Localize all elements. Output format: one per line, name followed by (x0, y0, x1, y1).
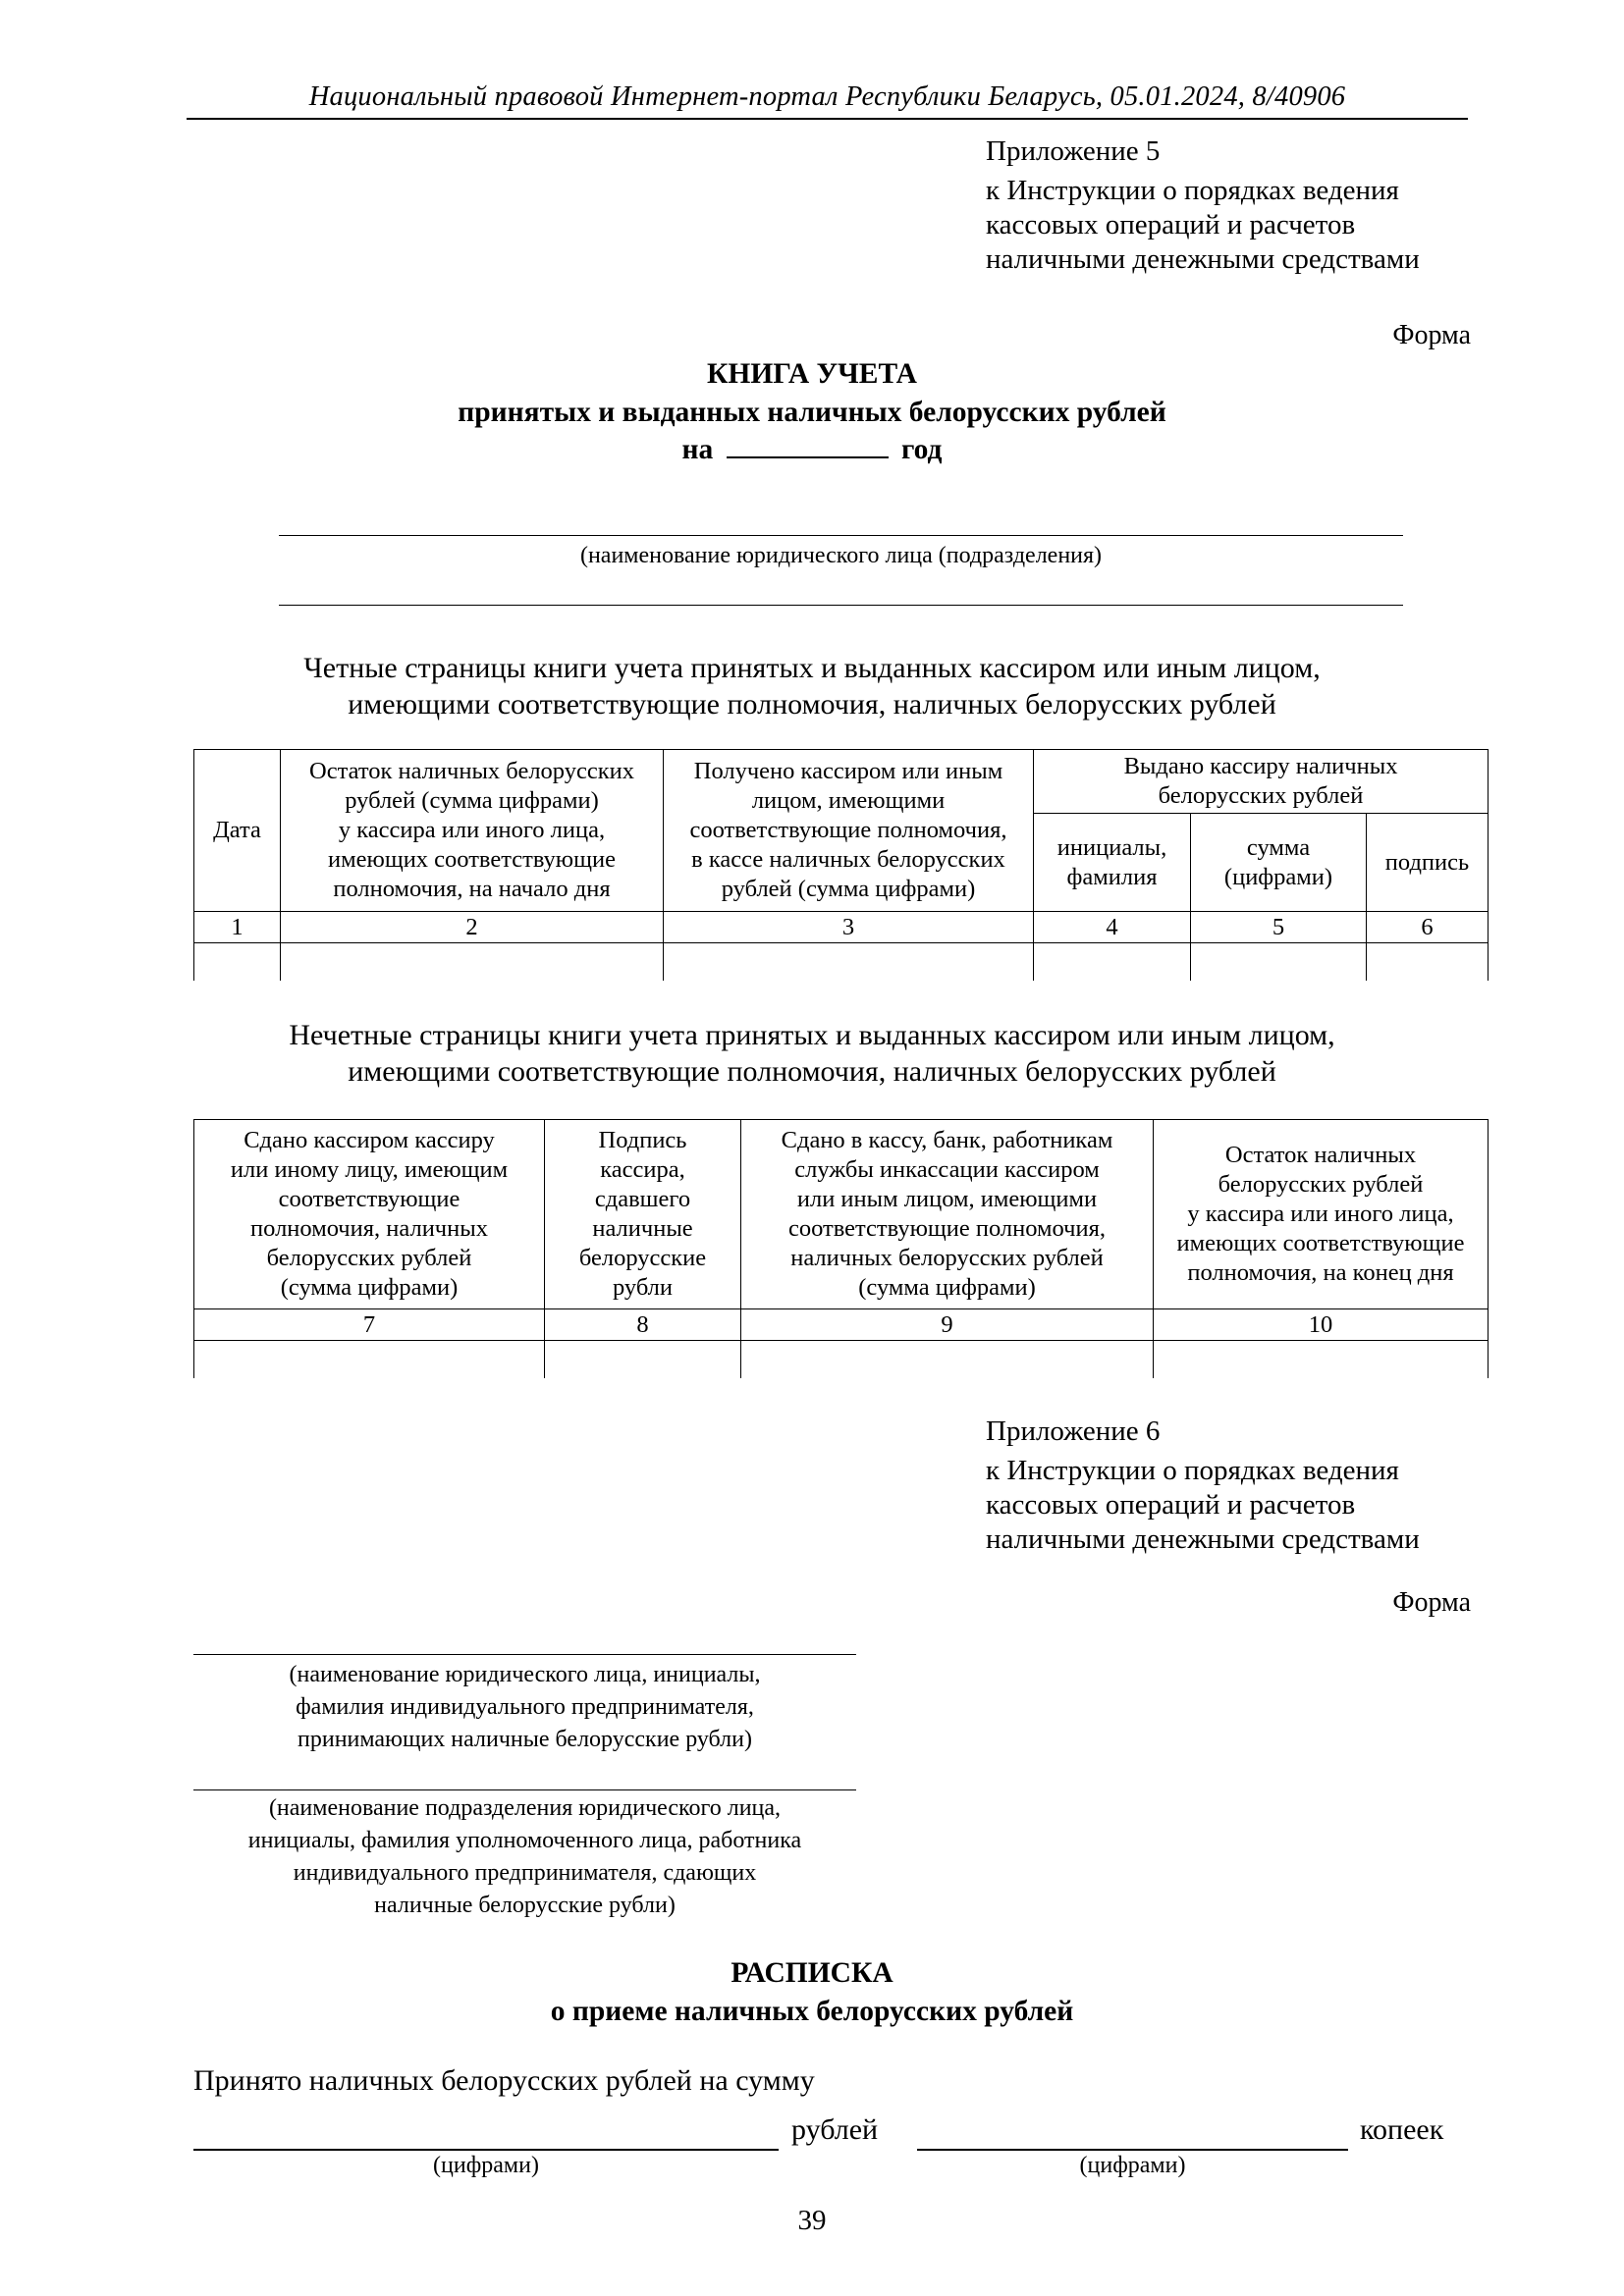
form-label: Форма (1392, 320, 1471, 350)
entity-name-line[interactable] (279, 535, 1403, 536)
sender-caption: (наименование подразделения юридического лица, инициалы, фамилия уполномоченного лица, работника индивидуального предпринимателя, сдающих наличные белорусские рубли) (247, 1795, 802, 1918)
appendix-5-line: Приложение 5 (986, 135, 1161, 167)
column-number: 10 (1154, 1309, 1489, 1341)
column-number: 8 (545, 1309, 741, 1341)
book-year-line (0, 431, 1624, 468)
header-received: Получено кассиром или иным лицом, имеющими соответствующие полномочия, в кассе наличных белорусских рублей (сумма цифрами) (664, 750, 1034, 912)
header-handed-to-bank: Сдано в кассу, банк, работникам службы инкассации кассиром или иным лицом, имеющими соответствующие полномочия, наличных белорусских рублей (сумма цифрами) (741, 1120, 1154, 1309)
entry-cell[interactable] (194, 1341, 545, 1379)
entry-cell[interactable] (664, 943, 1034, 982)
odd-pages-title: Нечетные страницы книги учета принятых и выданных кассиром или иным лицом, (289, 1019, 1335, 1051)
book-title: КНИГА УЧЕТА (706, 358, 917, 390)
even-pages-title: Четные страницы книги учета принятых и выданных кассиром или иным лицом, (303, 652, 1321, 684)
header-date: Дата (194, 750, 281, 912)
appendix-5-line: к Инструкции о порядках ведения (986, 175, 1399, 206)
header-closing-balance: Остаток наличных белорусских рублей у кассира или иного лица, имеющих соответствующие полномочия, на конец дня (1154, 1120, 1489, 1309)
subheader-signature: подпись (1367, 814, 1489, 912)
column-number: 6 (1367, 912, 1489, 943)
column-number: 9 (741, 1309, 1154, 1341)
appendix-6-line: к Инструкции о порядках ведения (986, 1455, 1399, 1486)
appendix-5-line: кассовых операций и расчетов (986, 209, 1356, 240)
subheader-sum: сумма (цифрами) (1191, 814, 1367, 912)
form-label-2: Форма (1392, 1587, 1471, 1618)
entry-cell[interactable] (741, 1341, 1154, 1379)
entry-cell[interactable] (194, 943, 281, 982)
column-number: 4 (1034, 912, 1191, 943)
column-number: 2 (281, 912, 664, 943)
entity-name-line-2[interactable] (279, 605, 1403, 606)
entry-cell[interactable] (1154, 1341, 1489, 1379)
appendix-6-line: кассовых операций и расчетов (986, 1489, 1356, 1521)
entry-cell[interactable] (545, 1341, 741, 1379)
kopecks-label: копеек (1360, 2113, 1444, 2146)
accepted-amount-text: Принято наличных белорусских рублей на сумму (193, 2064, 815, 2097)
odd-pages-table (193, 1119, 1489, 1378)
header-issued: Выдано кассиру наличных белорусских рублей (1034, 750, 1489, 814)
appendix-5-reference (986, 134, 1420, 277)
column-number: 3 (664, 912, 1034, 943)
even-pages-table (193, 749, 1489, 981)
sender-name-line[interactable] (193, 1789, 856, 1790)
header-cashier-signature: Подпись кассира, сдавшего наличные белорусские рубли (545, 1120, 741, 1309)
page-number: 39 (797, 2205, 827, 2236)
entity-name-caption: (наименование юридического лица (подразделения) (579, 543, 1103, 568)
year-suffix: год (901, 434, 943, 465)
column-number: 7 (194, 1309, 545, 1341)
book-subtitle: принятых и выданных наличных белорусских рублей (458, 397, 1166, 428)
even-pages-title-2: имеющими соответствующие полномочия, наличных белорусских рублей (348, 688, 1276, 721)
column-number: 1 (194, 912, 281, 943)
entry-cell[interactable] (1191, 943, 1367, 982)
appendix-6-reference (986, 1415, 1420, 1557)
odd-pages-title-2: имеющими соответствующие полномочия, наличных белорусских рублей (348, 1055, 1276, 1088)
receipt-subtitle: о приеме наличных белорусских рублей (550, 1996, 1074, 2027)
receiver-name-line[interactable] (193, 1654, 856, 1655)
rubles-digits-caption: (цифрами) (433, 2153, 539, 2178)
rubles-label: рублей (791, 2113, 879, 2146)
header-opening-balance: Остаток наличных белорусских рублей (сумма цифрами) у кассира или иного лица, имеющих соответствующие полномочия, на начало дня (281, 750, 664, 912)
kopecks-amount-field[interactable] (917, 2149, 1348, 2151)
subheader-initials: инициалы, фамилия (1034, 814, 1191, 912)
receiver-caption: (наименование юридического лица, инициалы, фамилия индивидуального предпринимателя, принимающих наличные белорусские рубли) (289, 1662, 761, 1752)
column-number: 5 (1191, 912, 1367, 943)
appendix-5-line: наличными денежными средствами (986, 243, 1420, 275)
entry-cell[interactable] (1034, 943, 1191, 982)
year-prefix: на (681, 434, 714, 465)
appendix-6-line: наличными денежными средствами (986, 1523, 1420, 1555)
appendix-6-line: Приложение 6 (986, 1415, 1161, 1447)
receipt-title: РАСПИСКА (731, 1957, 893, 1989)
header-handed-to-cashier: Сдано кассиром кассиру или иному лицу, имеющим соответствующие полномочия, наличных белорусских рублей (сумма цифрами) (194, 1120, 545, 1309)
rubles-amount-field[interactable] (193, 2149, 779, 2151)
portal-header: Национальный правовой Интернет-портал Республики Беларусь, 05.01.2024, 8/40906 (187, 77, 1468, 120)
entry-cell[interactable] (281, 943, 664, 982)
entry-cell[interactable] (1367, 943, 1489, 982)
year-blank[interactable] (727, 431, 889, 458)
kopecks-digits-caption: (цифрами) (1079, 2153, 1186, 2178)
